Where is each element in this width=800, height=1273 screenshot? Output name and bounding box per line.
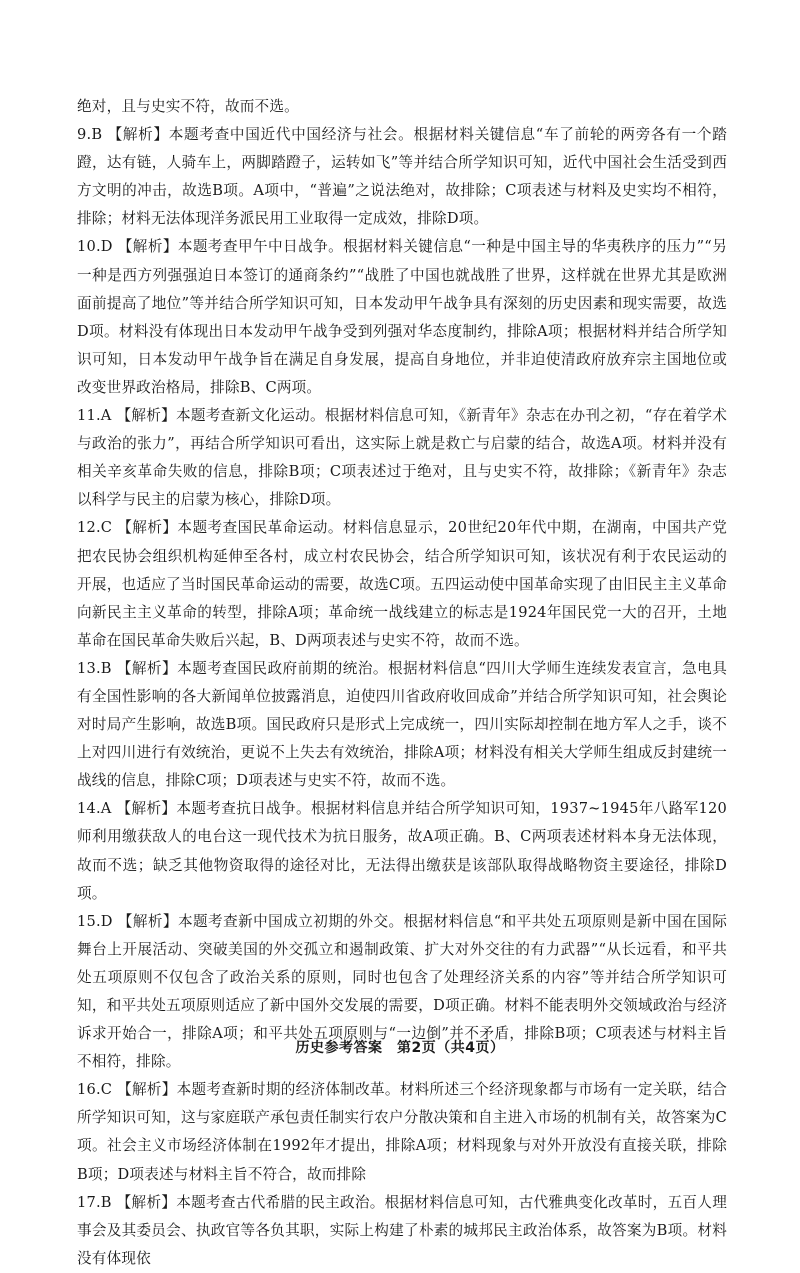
answer-text-body: [77, 93, 727, 1273]
paragraph-continuation: 绝对，且与史实不符，故而不选。: [77, 98, 299, 115]
answer-15-explanation: 15.D 【解析】本题考查新中国成立初期的外交。根据材料信息“和平共处五项原则是新中国在国际舞台上开展活动、突破美国的外交孤立和遏制政策、扩大对外交往的有力武器”“从长远看，和平共处五项原则不仅包含了政治关系的原则，同时也包含了处理经济关系的内容”等并结合所学知识可知，和平共处五项原则适应了新中国外交发展的需要，D项正确。材料不能表明外交领域政治与经济诉求开始合一，排除A项；和平共处五项原则与“一边倒”并不矛盾，排除B项；C项表述与材料主旨不相符，排除。: [77, 912, 727, 1071]
answer-14-explanation: 14.A 【解析】本题考查抗日战争。根据材料信息并结合所学知识可知，1937~1945年八路军120师利用缴获敌人的电台这一现代技术为抗日服务，故A项正确。B、C两项表述材料本身无法体现，故而不选；缺乏其他物资取得的途径对比，无法得出缴获是该部队取得战略物资主要途径，排除D项。: [77, 800, 727, 902]
answer-13-explanation: 13.B 【解析】本题考查国民政府前期的统治。根据材料信息“四川大学师生连续发表宣言，急电具有全国性影响的各大新闻单位披露消息，迫使四川省政府收回成命”并结合所学知识可知，社会舆论对时局产生影响，故选B项。国民政府只是形式上完成统一，四川实际却控制在地方军人之手，谈不上对四川进行有效统治，更说不上失去有效统治，排除A项；材料没有相关大学师生组成反封建统一战线的信息，排除C项；D项表述与史实不符，故而不选。: [77, 659, 727, 790]
answer-9-explanation: 9.B 【解析】本题考查中国近代中国经济与社会。根据材料关键信息“车了前轮的两旁各有一个踏蹬，达有链，人骑车上，两脚踏蹬子，运转如飞”等并结合所学知识可知，近代中国社会生活受到西方文明的冲击，故选B项。A项中，“普遍”之说法绝对，故排除；C项表述与材料及史实均不相符，排除；材料无法体现洋务派民用工业取得一定成效，排除D项。: [77, 126, 727, 228]
answer-12-explanation: 12.C 【解析】本题考查国民革命运动。材料信息显示，20世纪20年代中期，在湖南，中国共产党把农民协会组织机构延伸至各村，成立村农民协会，结合所学知识可知，该状况有利于农民运动的开展，也适应了当时国民革命运动的需要，故选C项。五四运动使中国革命实现了由旧民主主义革命向新民主主义革命的转型，排除A项；革命统一战线建立的标志是1924年国民党一大的召开，土地革命在国民革命失败后兴起，B、D两项表述与史实不符，故而不选。: [77, 519, 727, 649]
page-footer: 历史参考答案 第2页（共4页）: [295, 1040, 505, 1056]
answer-10-explanation: 10.D 【解析】本题考查甲午中日战争。根据材料关键信息“一种是中国主导的华夷秩序的压力”“另一种是西方列强强迫日本签订的通商条约”“战胜了中国也就战胜了世界，这样就在世界尤其是欧洲面前提高了地位”等并结合所学知识可知，日本发动甲午战争具有深刻的历史因素和现实需要，故选D项。材料没有体现出日本发动甲午战争受到列强对华态度制约，排除A项；根据材料并结合所学知识可知，日本发动甲午战争旨在满足自身发展，提高自身地位，并非迫使清政府放弃宗主国地位或改变世界政治格局，排除B、C两项。: [77, 238, 727, 396]
answer-16-explanation: 16.C 【解析】本题考查新时期的经济体制改革。材料所述三个经济现象都与市场有一定关联，结合所学知识可知，这与家庭联产承包责任制实行农户分散决策和自主进入市场的机制有关，故答案为C项。社会主义市场经济体制在1992年才提出，排除A项；材料现象与对外开放没有直接关联，排除B项；D项表述与材料主旨不符合，故而排除: [77, 1081, 727, 1183]
answer-17-explanation: 17.B 【解析】本题考查古代希腊的民主政治。根据材料信息可知，古代雅典变化改革时，五百人理事会及其委员会、执政官等各负其职，实际上构建了朴素的城邦民主政治体系，故答案为B项。材料没有体现依: [77, 1193, 727, 1267]
answer-11-explanation: 11.A 【解析】本题考查新文化运动。根据材料信息可知，《新青年》杂志在办刊之初，“存在着学术与政治的张力”，再结合所学知识可看出，这实际上就是救亡与启蒙的结合，故选A项。材料并没有相关辛亥革命失败的信息，排除B项；C项表述过于绝对，且与史实不符，故排除；《新青年》杂志以科学与民主的启蒙为核心，排除D项。: [77, 407, 727, 509]
